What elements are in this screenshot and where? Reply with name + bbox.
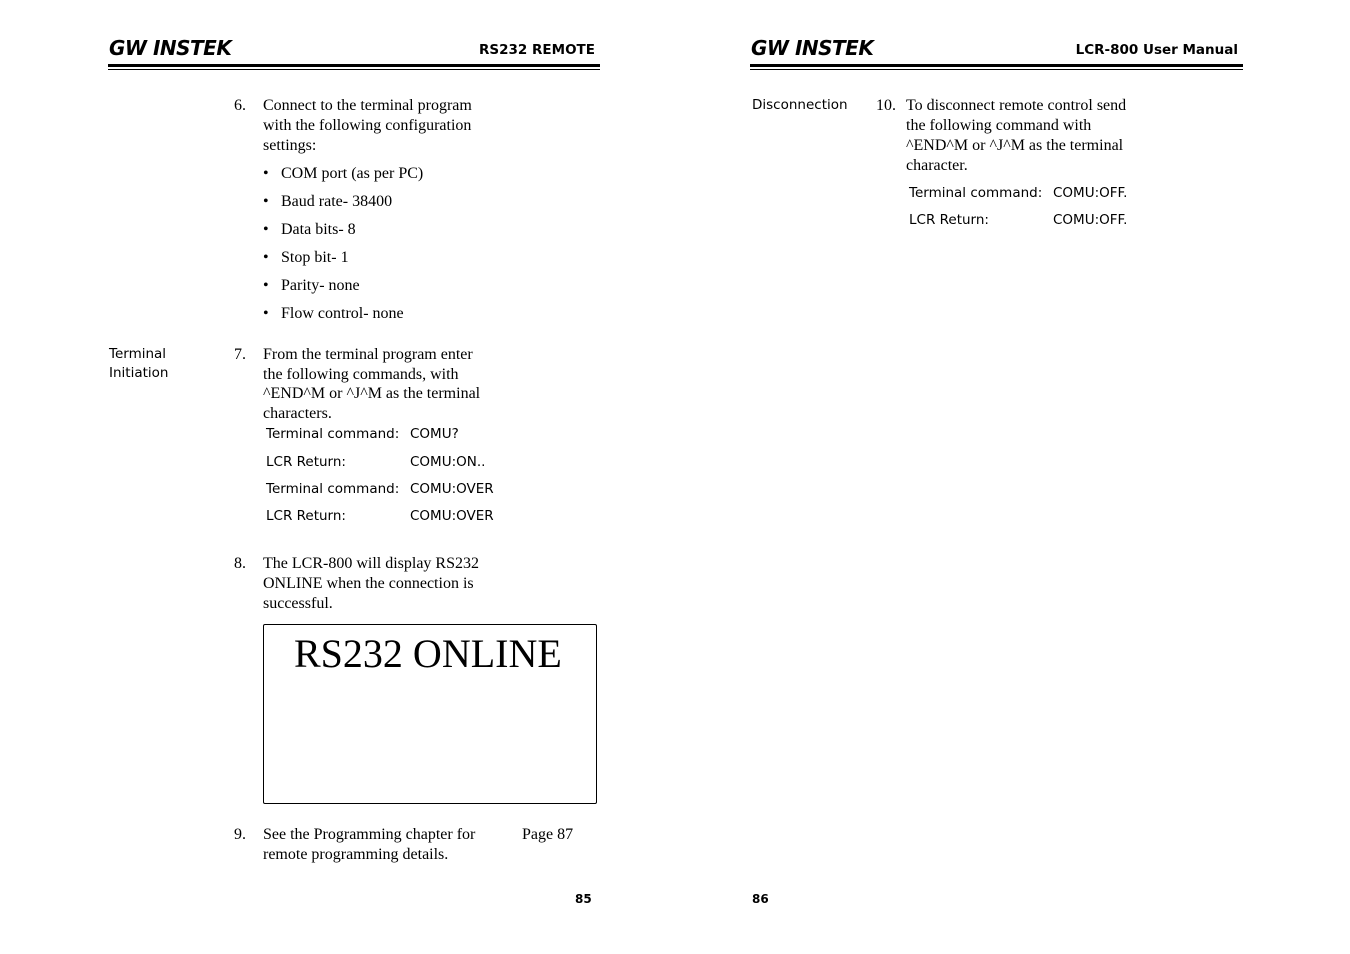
step-line: remote programming details. bbox=[263, 846, 449, 863]
page-number: 86 bbox=[752, 892, 769, 906]
step-number: 9. bbox=[234, 826, 246, 843]
command-value: COMU:OVER bbox=[410, 508, 494, 524]
side-label bbox=[109, 345, 168, 383]
header-rule-thin bbox=[750, 69, 1243, 70]
step-line: the following commands, with bbox=[263, 365, 459, 383]
step-number: 7. bbox=[234, 346, 246, 363]
header-rule-thick bbox=[750, 64, 1243, 67]
header-title: LCR-800 User Manual bbox=[1075, 42, 1238, 58]
step-number: 6. bbox=[234, 97, 246, 114]
side-label-line: Initiation bbox=[109, 365, 169, 381]
step-line: See the Programming chapter for bbox=[263, 826, 476, 843]
side-label: Disconnection bbox=[752, 97, 848, 113]
step-line: character. bbox=[906, 157, 968, 174]
command-label: Terminal command: bbox=[266, 426, 400, 442]
gw-instek-logo: GW INSTEK bbox=[751, 36, 874, 60]
step-line: The LCR-800 will display RS232 bbox=[263, 555, 479, 572]
step-line: From the terminal program enter bbox=[263, 346, 473, 363]
step-line: characters. bbox=[263, 405, 332, 423]
step-line: ^END^M or ^J^M as the terminal bbox=[263, 385, 481, 403]
step-text bbox=[263, 345, 480, 424]
command-value: COMU:OFF. bbox=[1053, 185, 1128, 201]
command-value: COMU:ON.. bbox=[410, 454, 486, 470]
command-value: COMU:OVER bbox=[410, 481, 494, 497]
step-number: 8. bbox=[234, 555, 246, 572]
step-line: ONLINE when the connection is bbox=[263, 575, 474, 592]
display-text: RS232 ONLINE bbox=[294, 631, 562, 676]
command-label: Terminal command: bbox=[909, 185, 1043, 201]
step-number: 10. bbox=[876, 97, 896, 114]
step-line: the following command with bbox=[906, 117, 1092, 134]
step-line: Connect to the terminal program bbox=[263, 97, 472, 114]
step-text bbox=[263, 825, 475, 865]
step-line: settings: bbox=[263, 137, 317, 154]
step-line: To disconnect remote control send bbox=[906, 97, 1127, 114]
step-line: ^END^M or ^J^M as the terminal bbox=[906, 137, 1124, 154]
lcd-display bbox=[263, 624, 597, 804]
command-label: LCR Return: bbox=[266, 454, 346, 470]
page-reference-link[interactable]: Page 87 bbox=[522, 826, 574, 843]
command-label: LCR Return: bbox=[266, 508, 346, 524]
step-line: with the following configuration bbox=[263, 117, 472, 134]
header-title: RS232 REMOTE bbox=[479, 42, 595, 58]
page-number: 85 bbox=[575, 892, 592, 906]
command-label: Terminal command: bbox=[266, 481, 400, 497]
command-value: COMU:OFF. bbox=[1053, 212, 1128, 228]
gw-instek-logo: GW INSTEK bbox=[109, 36, 232, 60]
header-rule-thick bbox=[108, 64, 600, 67]
command-value: COMU? bbox=[410, 426, 459, 442]
side-label-line: Terminal bbox=[109, 346, 167, 362]
command-label: LCR Return: bbox=[909, 212, 989, 228]
step-line: successful. bbox=[263, 595, 333, 612]
step-text bbox=[263, 96, 472, 156]
step-text bbox=[906, 96, 1126, 176]
header-rule-thin bbox=[108, 69, 600, 70]
step-text bbox=[263, 554, 479, 614]
